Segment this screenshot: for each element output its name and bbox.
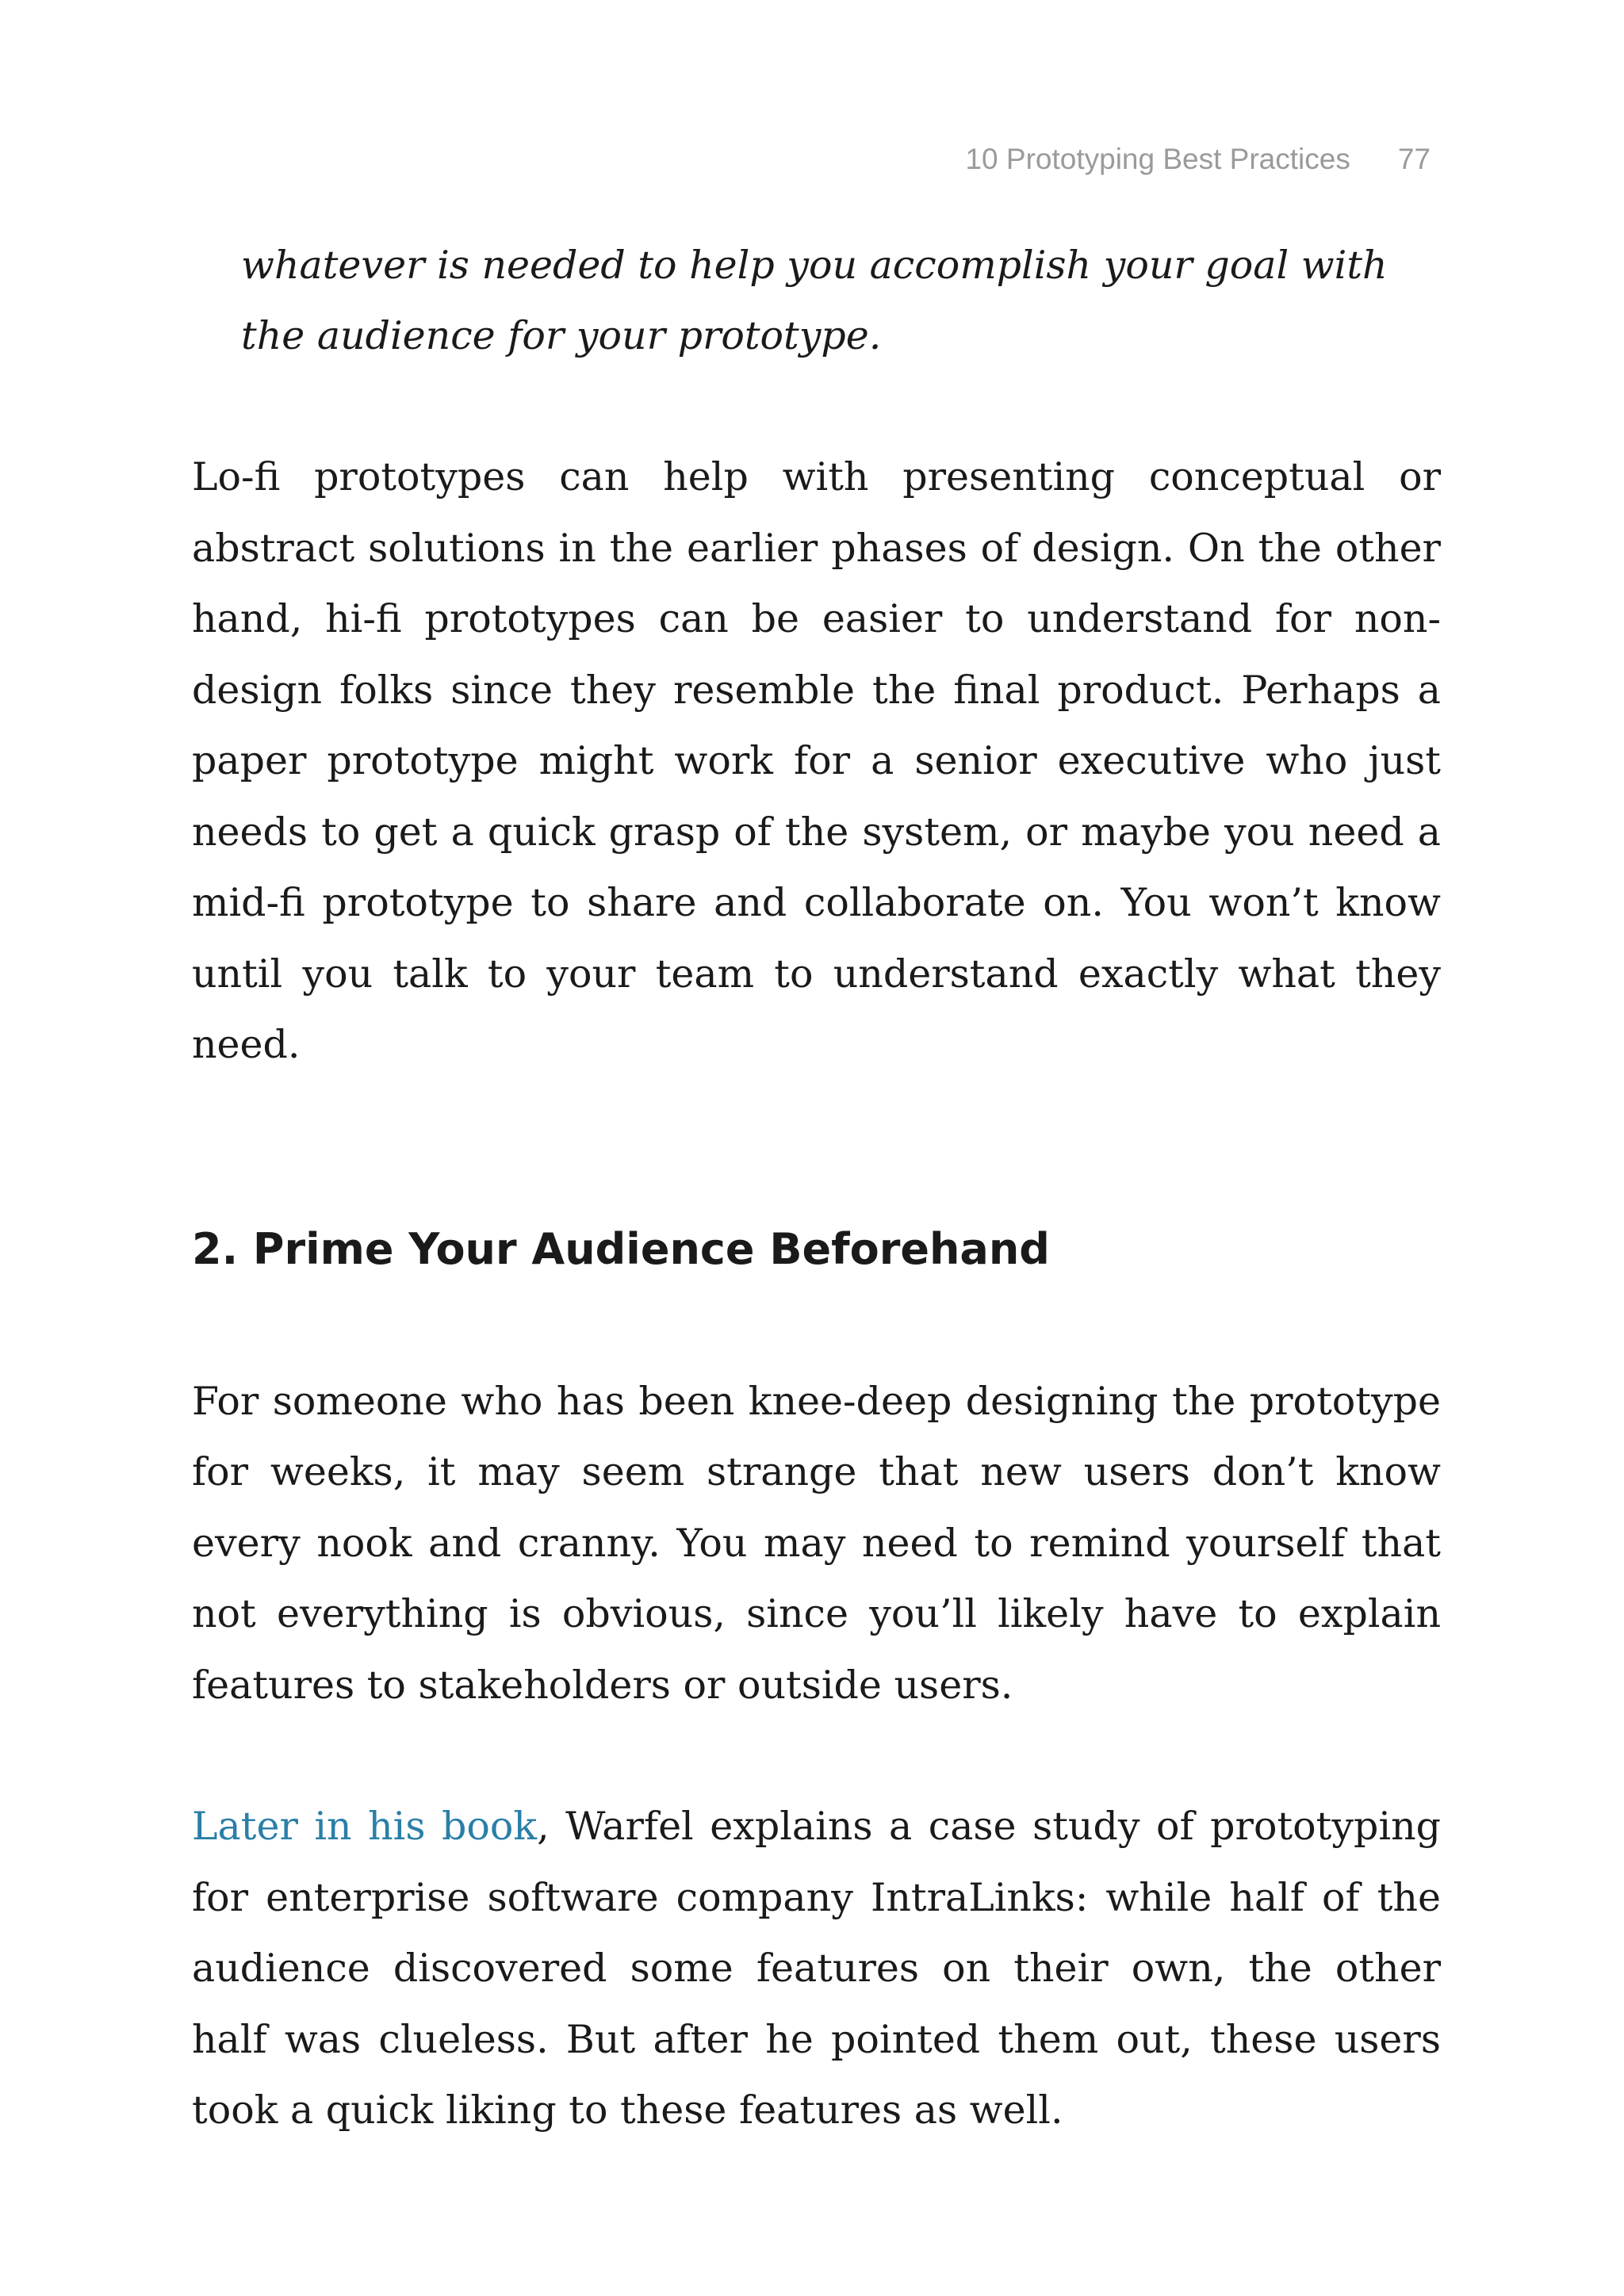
running-header (965, 143, 1431, 176)
paragraph-prime-audience: For someone who has been knee-deep designing the prototype for weeks, it may seem strange that new users don’t know every nook and cranny. You may need to remind yourself that not everything is obvious, since you’ll likely have to explain features to stakeholders or outside users. (192, 1378, 1441, 1708)
paragraph-lofi-hifi: Lo-fi prototypes can help with presenting conceptual or abstract solutions in the earlier phases of design. On the other hand, hi-fi prototypes can be easier to understand for non-design folks since they resemble the final product. Perhaps a paper prototype might work for a senior executive who just needs to get a quick grasp of the system, or maybe you need a mid-fi prototype to share and collaborate on. You won’t know until you talk to your team to understand exactly what they need. (192, 454, 1441, 1067)
later-in-his-book-link[interactable]: Later in his book (192, 1804, 538, 1849)
section-heading: 2. Prime Your Audience Beforehand (192, 1223, 1050, 1274)
block-quote: whatever is needed to help you accomplish your goal with the audience for your prototype. (241, 243, 1388, 358)
main-content (192, 230, 1441, 2146)
paragraph-warfel-case-study (192, 1791, 1441, 2146)
paragraph-warfel-text: , Warfel explains a case study of prototyping for enterprise software company IntraLinks: while half of the audience discovered some features on their own, the other half was clueless. But after he pointed them out, these users took a quick liking to these features as well. (192, 1804, 1442, 2133)
page-number: 77 (1397, 143, 1431, 175)
running-title: 10 Prototyping Best Practices (965, 143, 1350, 175)
